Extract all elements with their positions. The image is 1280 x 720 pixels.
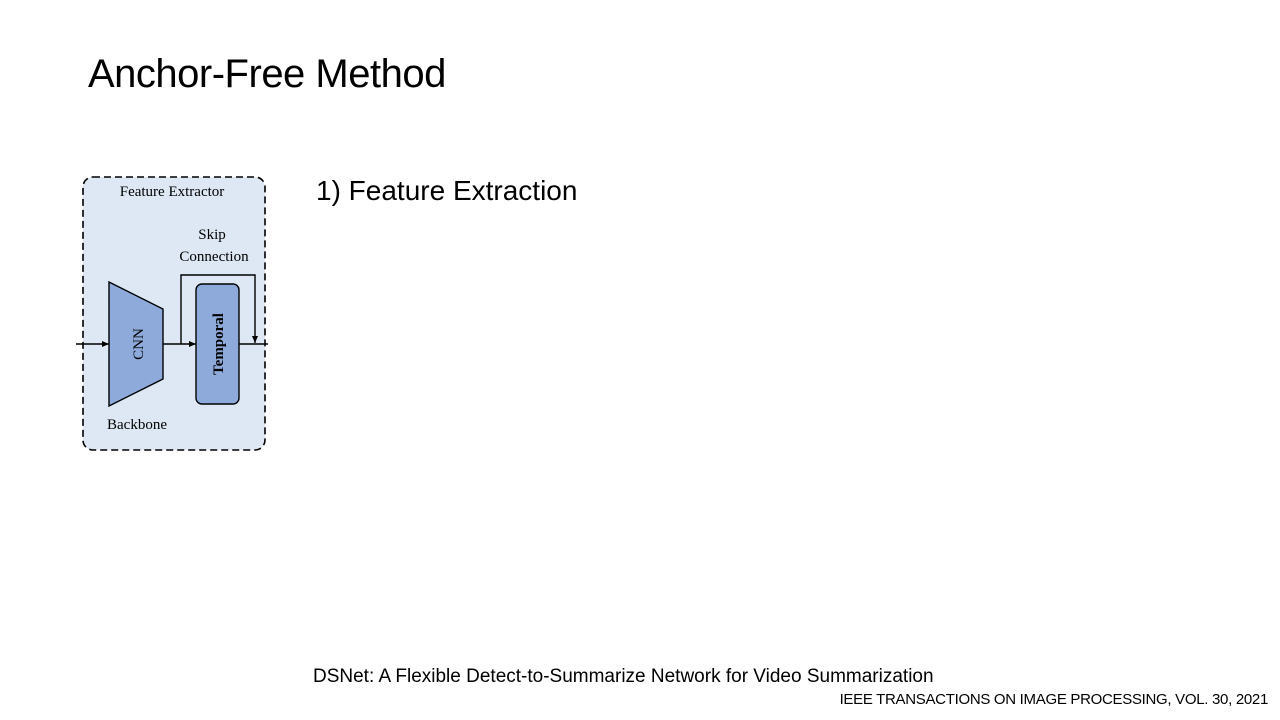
journal-reference: IEEE TRANSACTIONS ON IMAGE PROCESSING, VOL. 30, 2021	[839, 691, 1268, 708]
feature-extractor-label: Feature Extractor	[119, 184, 225, 200]
backbone-label: Backbone	[107, 417, 167, 433]
skip-label-line2: Connection	[179, 249, 249, 265]
paper-citation: DSNet: A Flexible Detect-to-Summarize Network for Video Summarization	[313, 666, 934, 687]
bullet-feature-extraction: 1) Feature Extraction	[316, 175, 578, 206]
slide-title: Anchor-Free Method	[88, 52, 446, 96]
temporal-label: Temporal	[211, 313, 227, 375]
cnn-label: CNN	[131, 328, 147, 360]
feature-extractor-diagram	[74, 172, 274, 457]
skip-label-line1: Skip	[198, 227, 226, 243]
